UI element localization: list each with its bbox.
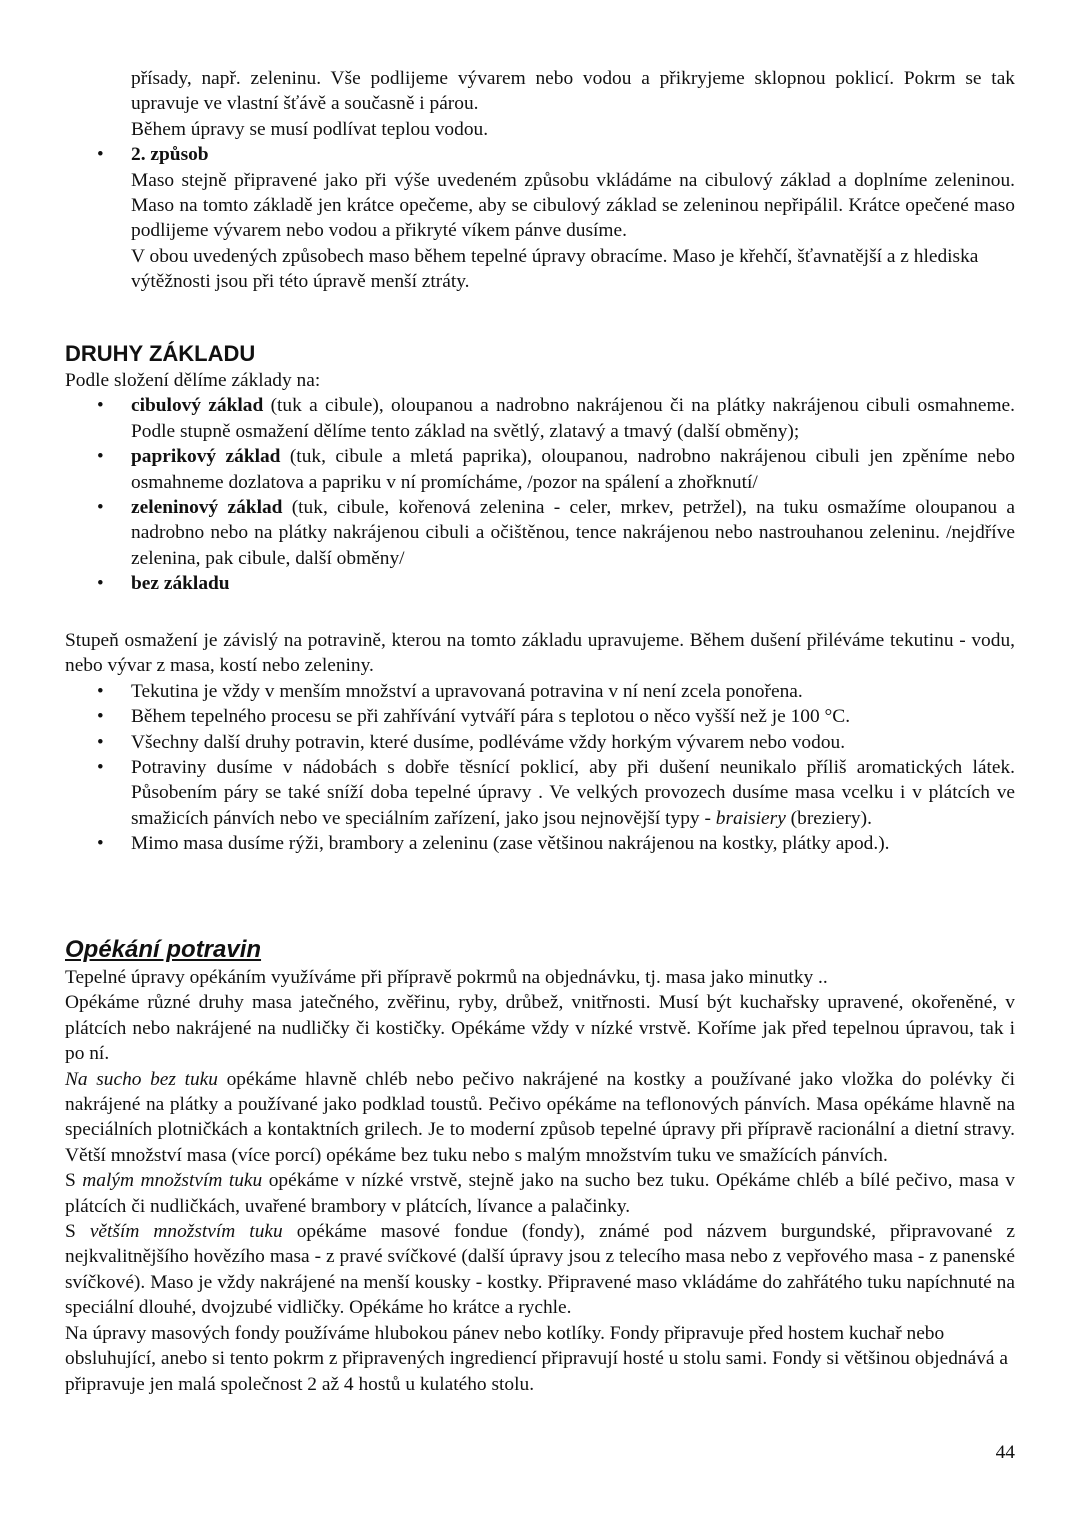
list-item: • Mimo masa dusíme rýži, brambory a zeleninu (zase většinou nakrájenou na kostky, plátky apod.). bbox=[0, 831, 1080, 856]
list-item bbox=[0, 444, 1080, 495]
paragraph-text: opékáme masové fondue (fondy), známé pod názvem burgundské, připravované z nejkvalitnějšího hovězího masa - z pravé svíčkové (další úpravy jsou z telecího masa nebo z vepřového masa - z panenské svíčkové). Maso je vždy nakrájené na menší kousky - kostky. Připravené maso vkládáme do zahřátého tuku napíchnuté na speciální dlouhé, dvojzubé vidličky. Opékáme ho krátce a rychle. bbox=[65, 1221, 1015, 1319]
paragraph: V obou uvedených způsobech maso během tepelné úpravy obracíme. Maso je křehčí, šťavnatější a z hlediska výtěžnosti jsou při této úpravě menší ztráty. bbox=[131, 245, 979, 293]
list-item bbox=[0, 495, 1080, 571]
term-text: (tuk, cibule, kořenová zelenina - celer, mrkev, petržel), na tuku osmažíme oloupanou a nadrobno nebo na plátky nakrájenou cibuli a očištěnou, tence nakrájenou nebo nastrouhanou zeleninu. /nejdříve zelenina, pak cibule, další obměny/ bbox=[131, 497, 1015, 569]
list-item bbox=[0, 393, 1080, 444]
paragraph: Opékáme různé druhy masa jatečného, zvěřinu, ryby, drůbež, vnitřnosti. Musí být kuchařsky upravené, okořeněné, v plátcích nebo nakrájené na nudličky či kostičky. Opékáme vždy v nízké vrstvě. Koříme jak před tepelnou úpravou, tak i po ní. bbox=[65, 992, 1015, 1065]
dusenie-section bbox=[0, 628, 1080, 857]
term-text: (tuk, cibule a mletá paprika), oloupanou, nadrobno nakrájenou cibuli jen zpěníme nebo osmahneme dozlatova a papriku v ní promícháme, /pozor na spálení a zhořknutí/ bbox=[131, 446, 1015, 493]
paragraph-text: opékáme v nízké vrstvě, stejně jako na sucho bez tuku. Opékáme chléb a bílé pečivo, masa v plátcích či nudličkách, uvařené brambory v plátcích, lívance a palačinky. bbox=[65, 1170, 1015, 1217]
paragraph: Stupeň osmažení je závislý na potravině, kterou na tomto základu upravujeme. Během dušení přiléváme tekutinu - vodu, nebo vývar z masa, kostí nebo zeleniny. bbox=[65, 630, 1015, 677]
paragraph: Maso stejně připravené jako při výše uvedeném způsobu vkládáme na cibulový základ a doplníme zeleninou. Maso na tomto základě jen krátce opečeme, aby se cibulový základ se zeleninou nepřipálil. Krátce opečené maso podlijeme vývarem nebo vodou a přikryté víkem pánve dusíme. bbox=[131, 169, 1015, 242]
italic-term: Na sucho bez tuku bbox=[65, 1068, 218, 1090]
paragraph-text: opékáme hlavně chléb nebo pečivo nakrájené na kostky a používané jako vložka do polévky či nakrájené na plátky a používané jako podklad toustů. Pečivo opékáme na teflonových pánvích. Masa opékáme hlavně na speciálních plotničkách a kontaktních grilech. Je to moderní způsob tepelné úpravy při přípravě racionální a dietní stravy. Větší množství masa (více porcí) opékáme bez tuku nebo s malým množstvím tuku ve smažících pánvích. bbox=[65, 1068, 1015, 1166]
paragraph-text: S bbox=[65, 1170, 83, 1192]
paragraph: Během úpravy se musí podlívat teplou vodou. bbox=[131, 118, 489, 140]
section-heading: Opékání potravin bbox=[65, 936, 262, 963]
list-item bbox=[0, 142, 1080, 167]
paragraph: Na úpravy masových fondy používáme hlubokou pánev nebo kotlíky. Fondy připravuje před hostem kuchař nebo obsluhující, anebo si tento pokrm z připravených ingrediencí připravují hosté u stolu sami. Fondy si většinou objednává a připravuje jen malá společnost 2 až 4 hostů u kulatého stolu. bbox=[65, 1322, 1008, 1395]
paragraph bbox=[0, 1168, 1080, 1219]
italic-term: větším množstvím tuku bbox=[89, 1221, 283, 1243]
druhy-section bbox=[0, 340, 1080, 597]
list-item: • Během tepelného procesu se při zahřívání vytváří pára s teplotou o něco vyšší než je 100 °C. bbox=[0, 704, 1080, 729]
term: zeleninový základ bbox=[131, 497, 283, 519]
section-heading: DRUHY ZÁKLADU bbox=[65, 341, 256, 366]
bullet-list bbox=[0, 142, 1080, 167]
bullet-list bbox=[0, 393, 1080, 596]
italic-term: braisiery bbox=[715, 807, 786, 829]
term: cibulový základ bbox=[131, 395, 264, 417]
list-item: • Tekutina je vždy v menším množství a upravovaná potravina v ní není zcela ponořena. bbox=[0, 679, 1080, 704]
paragraph: přísady, např. zeleninu. Vše podlijeme vývarem nebo vodou a přikryjeme sklopnou poklicí. Pokrm se tak upravuje ve vlastní šťávě a současně i párou. bbox=[131, 68, 1015, 115]
list-item: • Všechny další druhy potravin, které dusíme, podléváme vždy horkým vývarem nebo vodou. bbox=[0, 730, 1080, 755]
paragraph bbox=[0, 1067, 1080, 1169]
term: paprikový základ bbox=[131, 446, 281, 468]
paragraph: Podle složení dělíme základy na: bbox=[65, 370, 321, 391]
term-text: (tuk a cibule), oloupanou a nadrobno nakrájenou či na plátky nakrájenou cibuli osmahneme. Podle stupně osmažení dělíme tento základ na světlý, zlatavý a tmavý (další obměny); bbox=[131, 395, 1015, 442]
bullet-title: 2. způsob bbox=[131, 144, 209, 166]
list-item bbox=[0, 571, 1080, 596]
bullet-list bbox=[0, 679, 1080, 857]
list-item bbox=[0, 755, 1080, 831]
paragraph-text: S bbox=[65, 1221, 90, 1243]
opekani-section bbox=[0, 935, 1080, 1397]
paragraph: Tepelné úpravy opékáním využíváme při přípravě pokrmů na objednávku, tj. masa jako minutky .. bbox=[65, 967, 828, 988]
page-number: 44 bbox=[995, 1442, 1015, 1463]
paragraph bbox=[0, 1219, 1080, 1321]
item-text: Potraviny dusíme v nádobách s dobře těsnící poklicí, aby při dušení neunikalo příliš aromatických látek. Působením páry se také sníží doba tepelné úpravy . Ve velkých provozech dusíme masa vcelku i v plátcích ve smažicích pánvích nebo ve speciálním zařízení, jako jsou nejnovější typy - bbox=[131, 757, 1015, 829]
italic-term: malým množstvím tuku bbox=[82, 1170, 263, 1192]
term: bez základu bbox=[131, 573, 230, 595]
item-text: (breziery). bbox=[785, 807, 872, 829]
top-section bbox=[0, 66, 1080, 295]
